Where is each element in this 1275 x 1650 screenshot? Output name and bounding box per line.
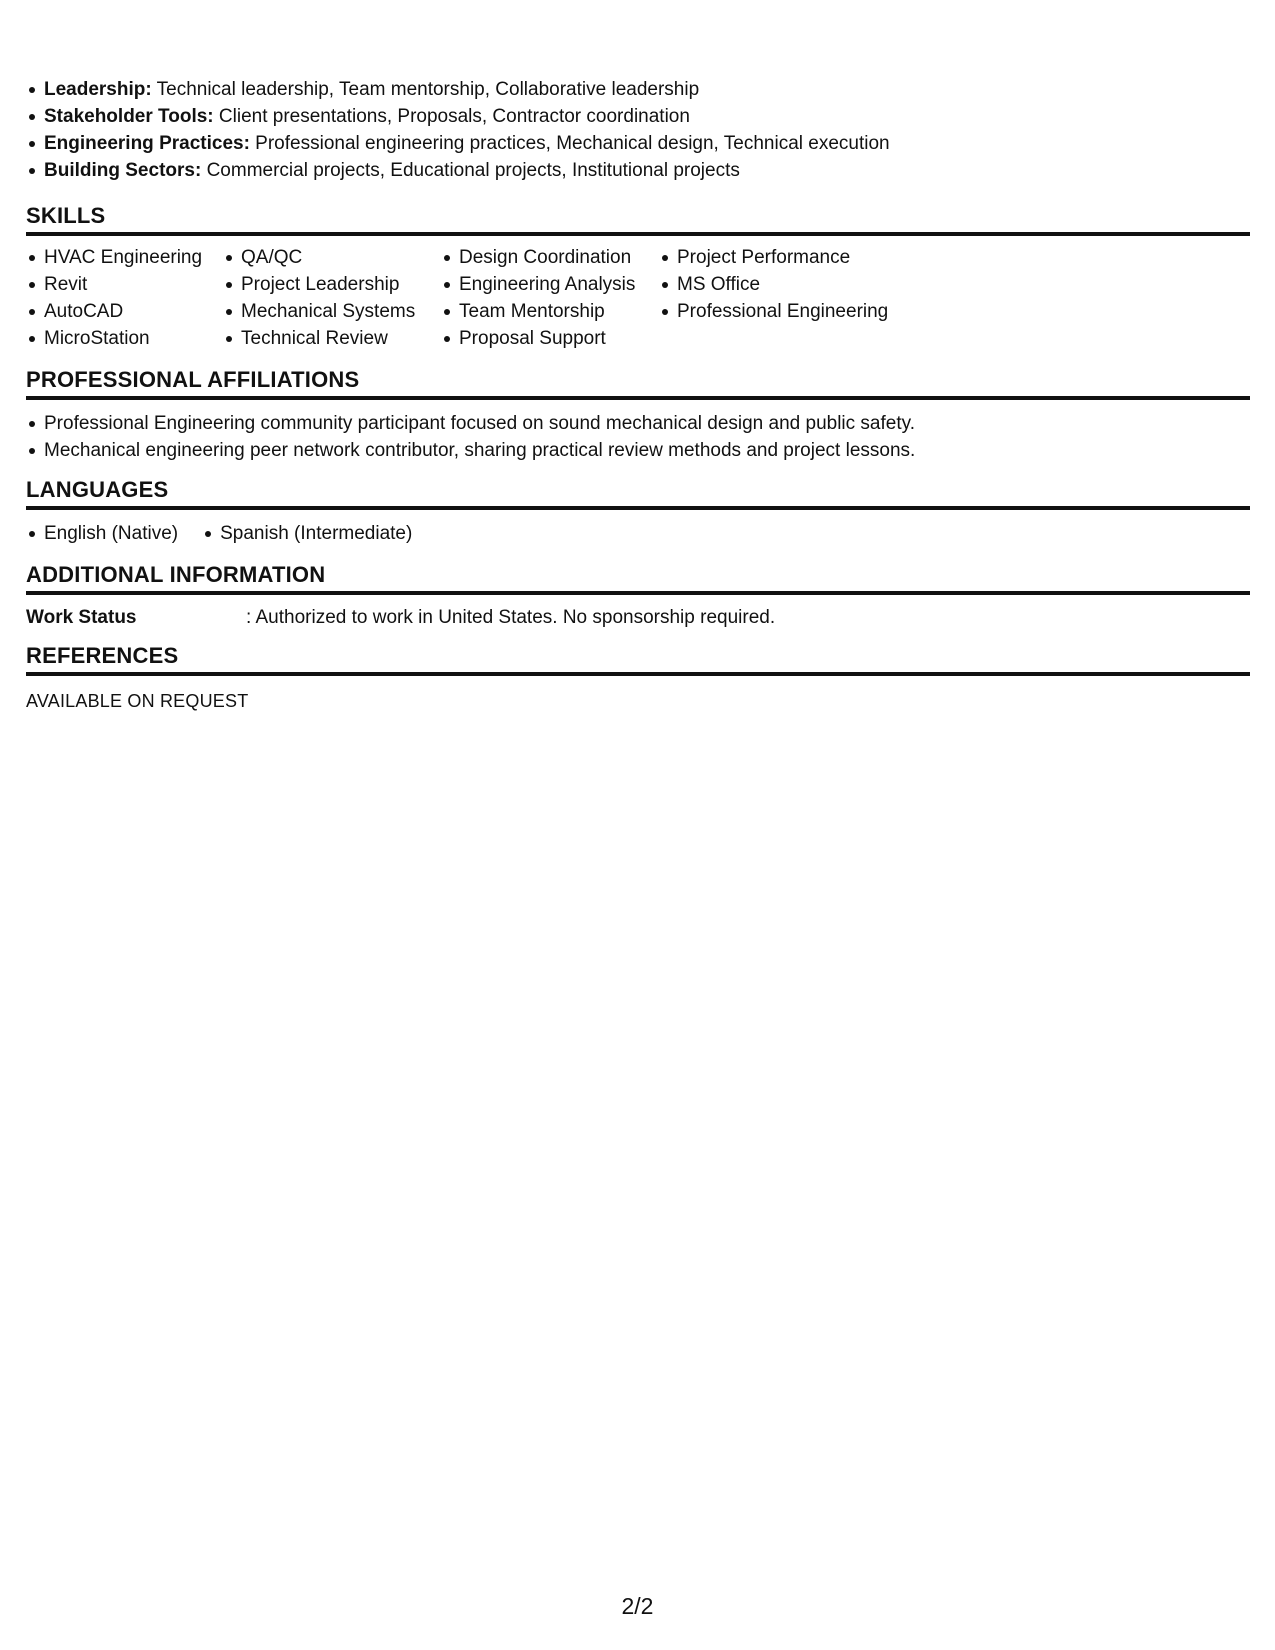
skills-column	[26, 244, 223, 352]
skill-item: AutoCAD	[26, 298, 223, 325]
skill-item: QA/QC	[223, 244, 441, 271]
list-item	[26, 76, 1246, 103]
list-item	[26, 130, 1246, 157]
languages-list	[26, 520, 436, 547]
skill-item: MicroStation	[26, 325, 223, 352]
skill-item: Engineering Analysis	[441, 271, 659, 298]
competency-text: Professional engineering practices, Mechanical design, Technical execution	[249, 133, 890, 154]
competency-label: Engineering Practices:	[44, 133, 250, 154]
skill-item: Team Mentorship	[441, 298, 659, 325]
skill-item: MS Office	[659, 271, 899, 298]
competency-text: Commercial projects, Educational projects, Institutional projects	[201, 160, 740, 181]
competency-label: Stakeholder Tools:	[44, 106, 214, 127]
references-heading: REFERENCES	[26, 643, 1250, 676]
page-number: 2/2	[621, 1593, 654, 1619]
skill-item: Project Leadership	[223, 271, 441, 298]
skills-grid	[26, 244, 899, 352]
languages-heading: LANGUAGES	[26, 477, 1250, 510]
list-item	[26, 103, 1246, 130]
skill-item: Proposal Support	[441, 325, 659, 352]
skills-column	[441, 244, 659, 352]
competency-text: Technical leadership, Team mentorship, Collaborative leadership	[151, 79, 700, 100]
language-item: Spanish (Intermediate)	[202, 520, 412, 547]
competency-text: Client presentations, Proposals, Contractor coordination	[213, 106, 690, 127]
references-text: AVAILABLE ON REQUEST	[26, 691, 249, 711]
skills-heading: SKILLS	[26, 203, 1250, 236]
skill-item: Revit	[26, 271, 223, 298]
work-status-label: Work Status	[26, 607, 137, 628]
work-status-row	[26, 604, 1246, 631]
skill-item: Mechanical Systems	[223, 298, 441, 325]
affiliations-list	[26, 410, 1246, 464]
skill-item: Technical Review	[223, 325, 441, 352]
competencies-list	[26, 76, 1246, 184]
skills-column	[223, 244, 441, 352]
skill-item: Professional Engineering	[659, 298, 899, 325]
skill-item: Design Coordination	[441, 244, 659, 271]
work-status-value: : Authorized to work in United States. No sponsorship required.	[246, 607, 776, 628]
competency-label: Leadership:	[44, 79, 152, 100]
competency-label: Building Sectors:	[44, 160, 202, 181]
list-item	[26, 157, 1246, 184]
skill-item: HVAC Engineering	[26, 244, 223, 271]
affiliations-heading: PROFESSIONAL AFFILIATIONS	[26, 367, 1250, 400]
skills-column	[659, 244, 899, 352]
list-item: Professional Engineering community participant focused on sound mechanical design and public safety.	[26, 410, 1246, 437]
additional-information-heading: ADDITIONAL INFORMATION	[26, 562, 1250, 595]
skill-item: Project Performance	[659, 244, 899, 271]
list-item: Mechanical engineering peer network contributor, sharing practical review methods and project lessons.	[26, 437, 1246, 464]
language-item: English (Native)	[26, 520, 178, 547]
